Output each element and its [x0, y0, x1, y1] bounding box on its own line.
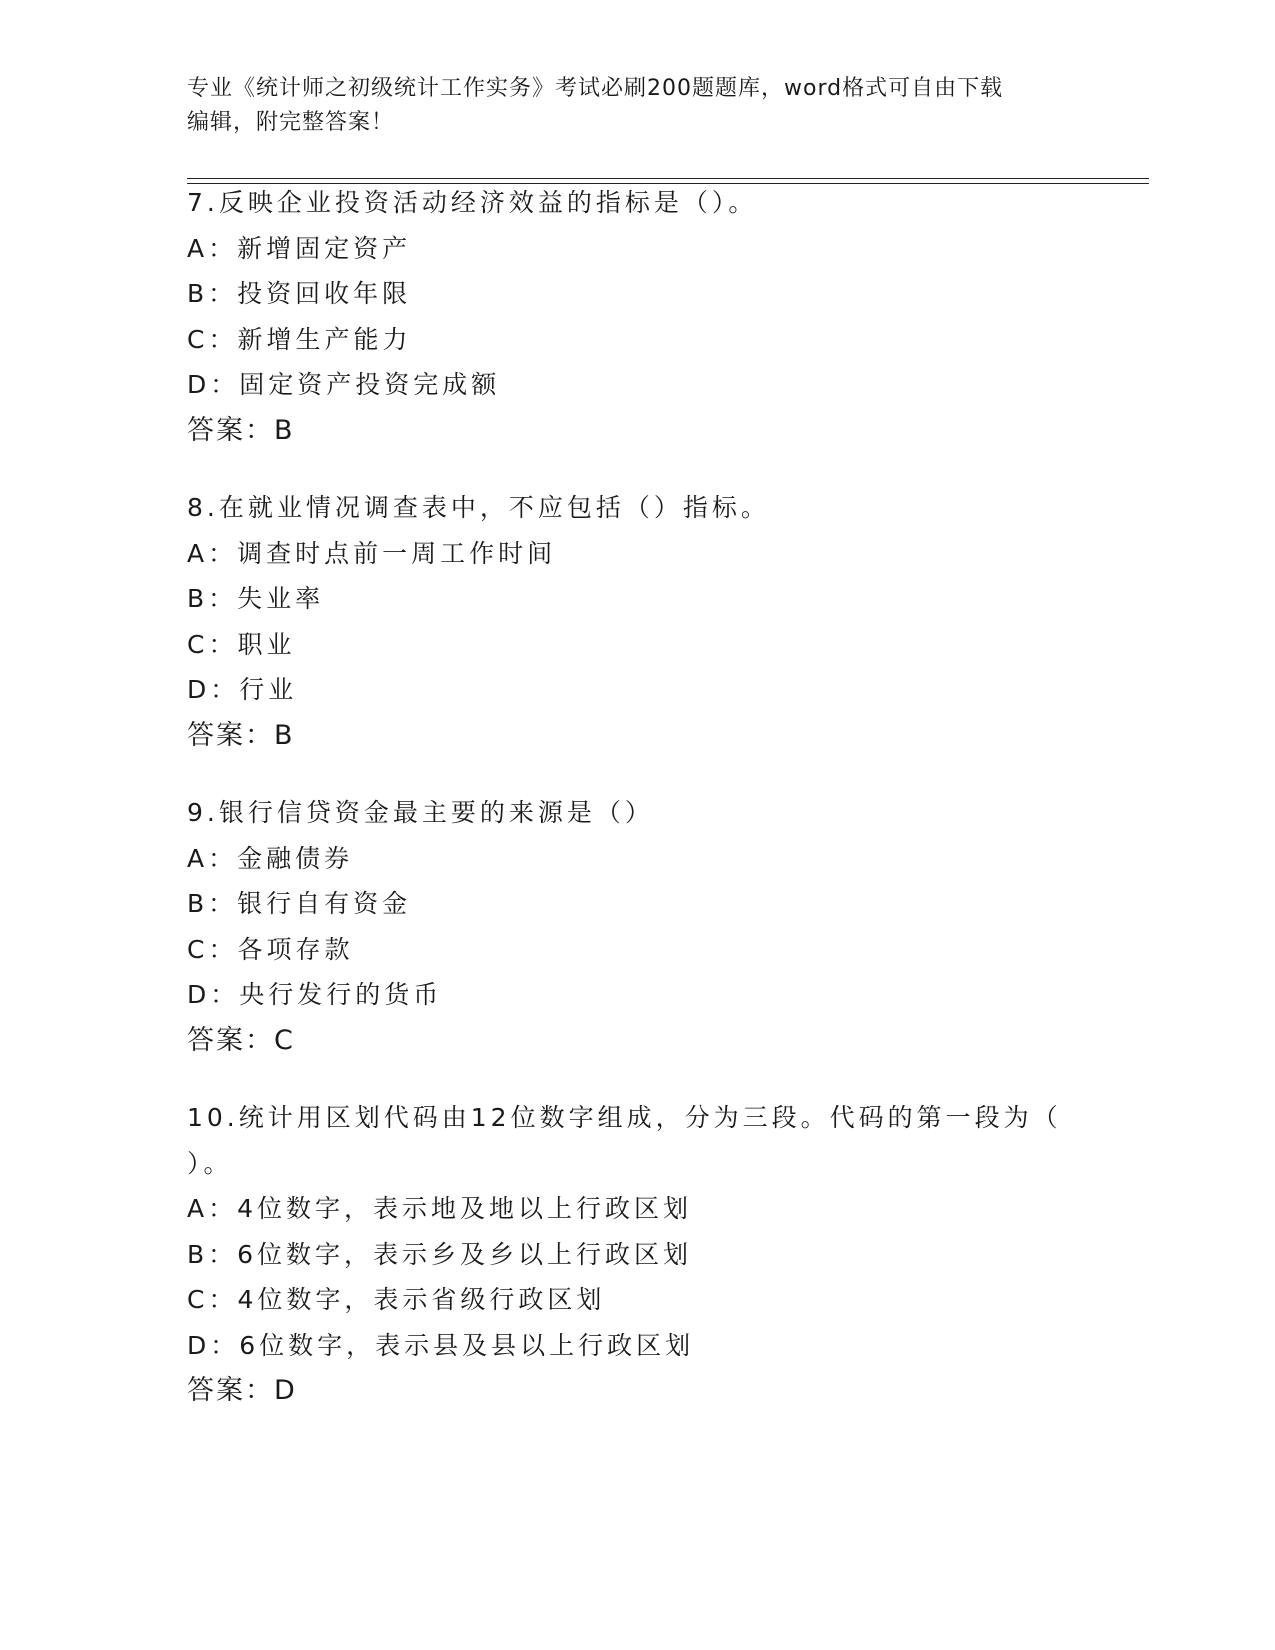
- header-line-2: 编辑，附完整答案！: [187, 110, 395, 135]
- option-c: C：新增生产能力: [187, 324, 412, 354]
- question-stem-line-2: ）。: [187, 1148, 233, 1178]
- question-stem-line-1: 10.统计用区划代码由12位数字组成，分为三段。代码的第一段为（: [187, 1103, 1062, 1132]
- option-c: C：职业: [187, 629, 296, 659]
- option-b: B：6位数字，表示乡及乡以上行政区划: [187, 1239, 693, 1269]
- option-c: C：各项存款: [187, 934, 354, 964]
- question-10: [187, 1095, 1087, 1414]
- question-9: [187, 790, 1087, 1063]
- document-header: [187, 72, 1067, 140]
- question-7: [187, 180, 1087, 453]
- header-line-1: 专业《统计师之初级统计工作实务》考试必刷200题题库，word格式可自由下载: [187, 76, 1004, 101]
- question-8: [187, 485, 1087, 758]
- option-d: D：行业: [187, 675, 298, 704]
- option-a: A：调查时点前一周工作时间: [187, 538, 557, 568]
- answer: 答案：C: [187, 1024, 295, 1056]
- answer: 答案：B: [187, 719, 295, 751]
- answer: 答案：B: [187, 414, 295, 446]
- option-c: C：4位数字，表示省级行政区划: [187, 1285, 606, 1314]
- question-stem: 7.反映企业投资活动经济效益的指标是（）。: [187, 188, 758, 217]
- option-b: B：银行自有资金: [187, 889, 412, 918]
- option-b: B：失业率: [187, 584, 325, 613]
- answer: 答案：D: [187, 1375, 297, 1406]
- option-d: D：固定资产投资完成额: [187, 370, 501, 399]
- option-d: D：6位数字，表示县及县以上行政区划: [187, 1330, 695, 1360]
- option-a: A：新增固定资产: [187, 233, 412, 263]
- option-d: D：央行发行的货币: [187, 980, 443, 1009]
- option-b: B：投资回收年限: [187, 279, 412, 308]
- question-stem: 9.银行信贷资金最主要的来源是（）: [187, 798, 654, 827]
- option-a: A：金融债券: [187, 843, 354, 873]
- option-a: A：4位数字，表示地及地以上行政区划: [187, 1194, 693, 1223]
- question-stem: 8.在就业情况调查表中，不应包括（）指标。: [187, 493, 770, 522]
